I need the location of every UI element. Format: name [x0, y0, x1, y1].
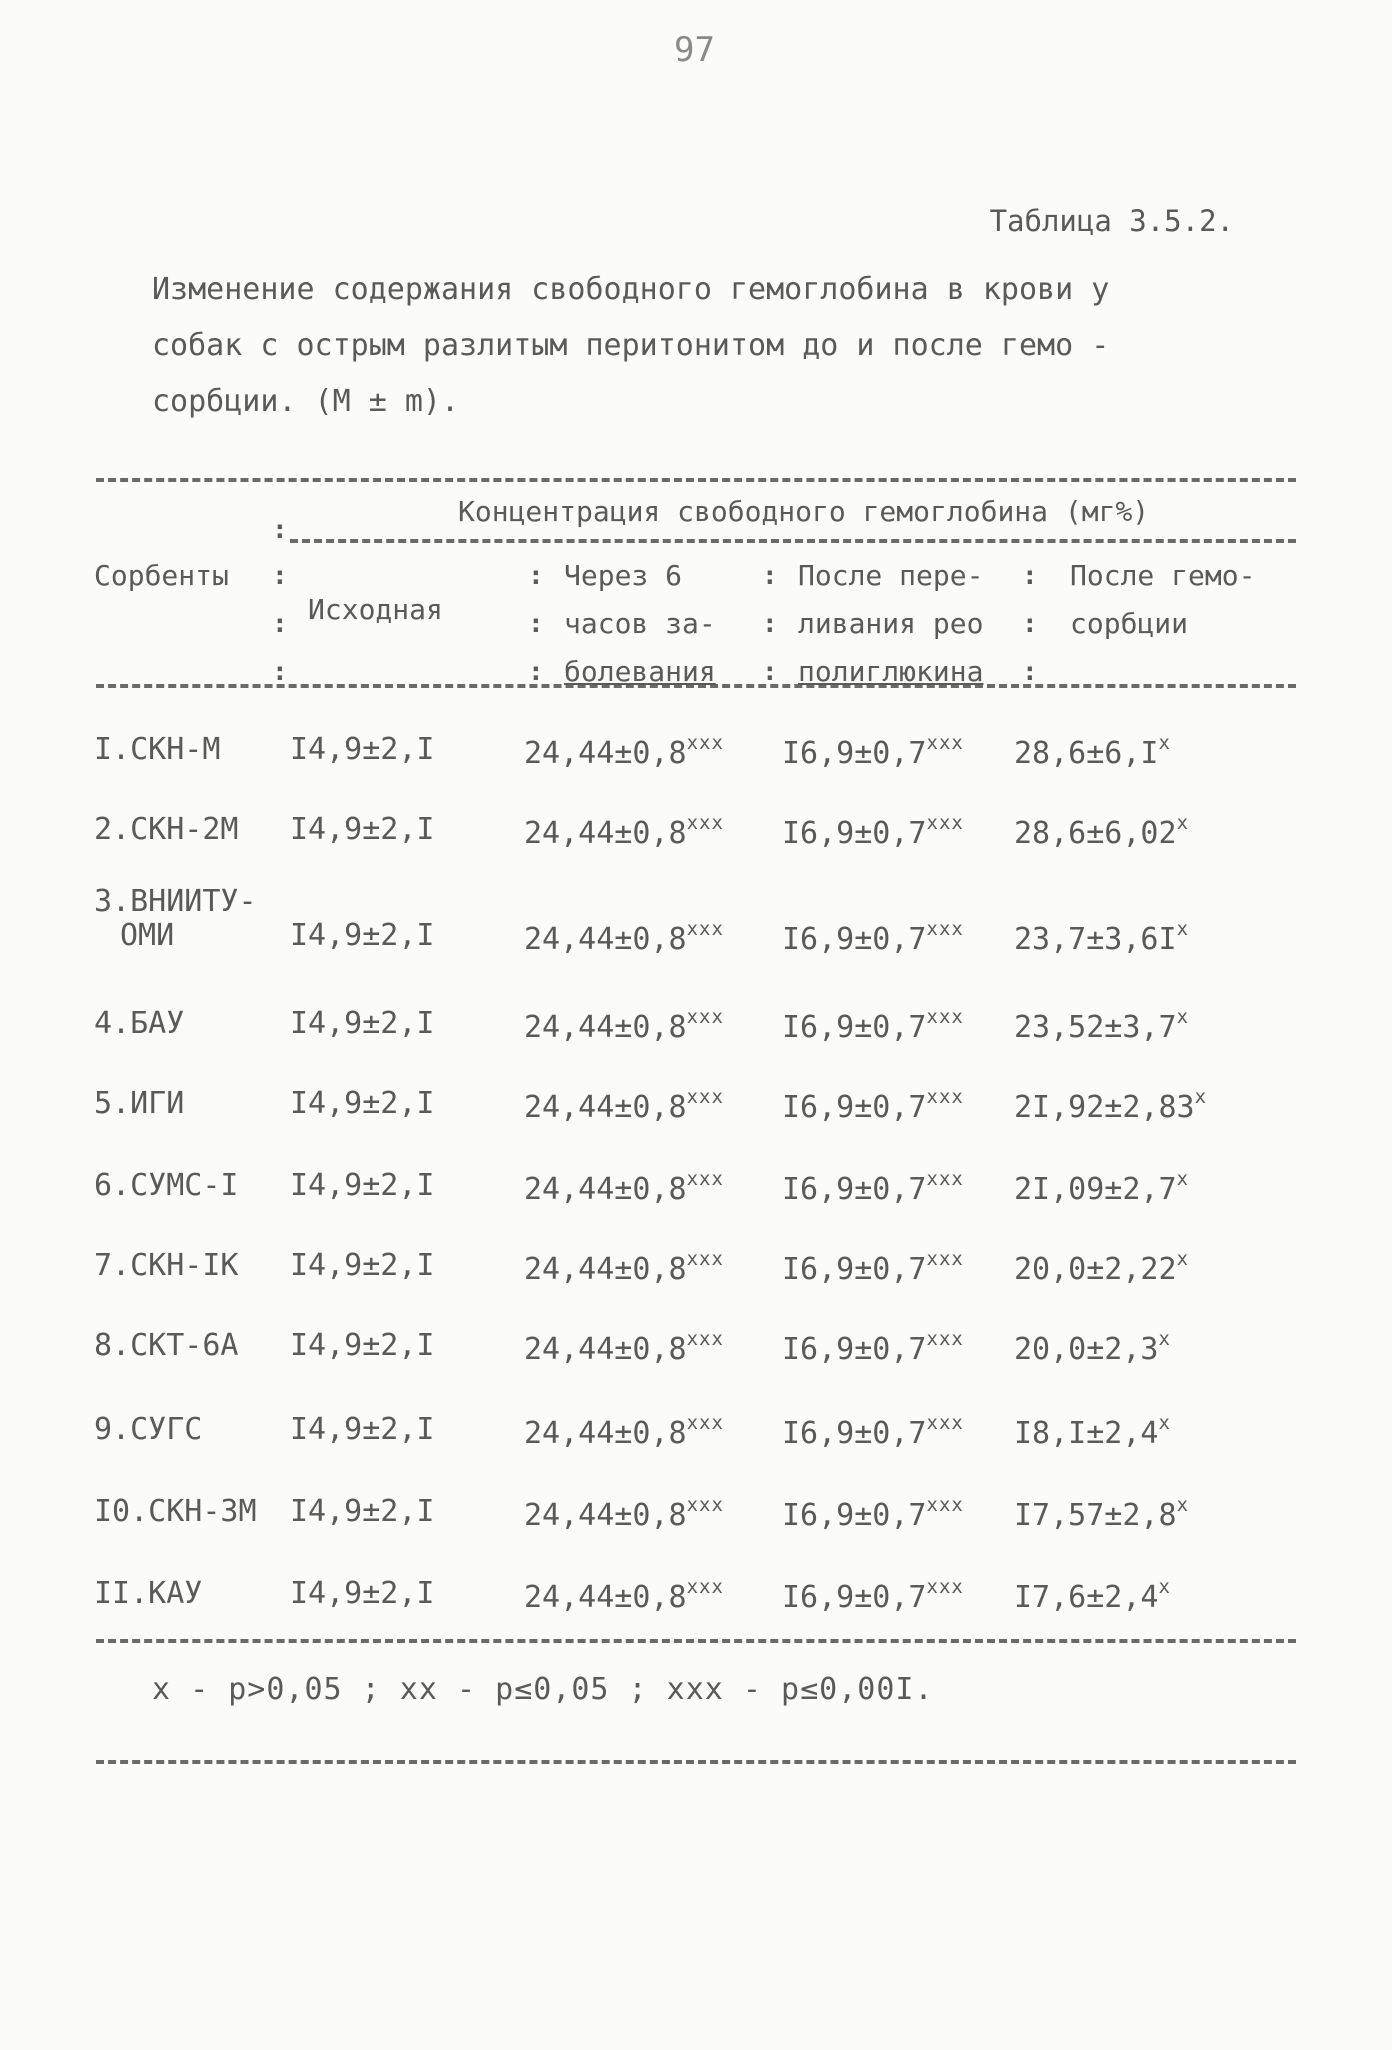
header-group-title: Концентрация свободного гемоглобина (мг%) — [458, 495, 1150, 528]
significance-mark: x — [1194, 1086, 1208, 1108]
caption-line: сорбции. (М ± m). — [152, 384, 460, 419]
table-label: Таблица 3.5.2. — [989, 204, 1234, 238]
significance-mark: x — [1176, 918, 1190, 940]
header-separator: : — [1022, 561, 1038, 591]
cell-initial-value: I4,9±2,I — [290, 918, 435, 953]
cell-transfusion — [782, 1006, 964, 1045]
header-separator: : — [528, 561, 544, 591]
cell-6h-value: 24,44±0,8 — [524, 816, 687, 851]
header-separator: : — [762, 657, 778, 687]
row-sorbent-name — [94, 1412, 202, 1447]
group-header-rule — [290, 539, 1296, 543]
row-sorbent-name-value: II.КАУ — [94, 1576, 203, 1611]
cell-initial-value: I4,9±2,I — [290, 1412, 435, 1447]
cell-hemosorption — [1014, 918, 1189, 957]
header-transfusion-line1: После пере- — [798, 559, 984, 592]
cell-initial-value: I4,9±2,I — [290, 1328, 435, 1363]
significance-mark: x — [1158, 1328, 1171, 1350]
cell-initial-value: I4,9±2,I — [290, 812, 435, 847]
row-sorbent-name-cont-value: ОМИ — [120, 918, 175, 953]
table-caption — [152, 262, 1252, 430]
cell-6h-value: 24,44±0,8 — [524, 1010, 687, 1045]
row-sorbent-name — [94, 1086, 184, 1121]
significance-mark: xxx — [686, 1412, 724, 1434]
significance-mark: x — [1176, 1494, 1190, 1516]
row-sorbent-name-cont — [120, 918, 174, 953]
cell-hemosorption-value: 23,52±3,7 — [1014, 1010, 1177, 1045]
row-sorbent-name — [94, 884, 257, 919]
row-sorbent-name-value: I0.СКН-3М — [94, 1494, 257, 1529]
cell-transfusion — [782, 1168, 964, 1207]
cell-6h — [524, 1328, 724, 1367]
significance-mark: x — [1158, 1576, 1171, 1598]
cell-transfusion-value: I6,9±0,7 — [782, 736, 927, 771]
header-separator: : — [1022, 657, 1038, 687]
caption-line: Изменение содержания свободного гемоглобина в крови у — [152, 272, 1110, 307]
cell-initial — [290, 1086, 435, 1121]
cell-hemosorption — [1014, 812, 1189, 851]
cell-6h — [524, 1248, 724, 1287]
header-6h-line3: болевания — [564, 655, 716, 688]
row-sorbent-name-value: 5.ИГИ — [94, 1086, 185, 1121]
cell-6h — [524, 1494, 724, 1533]
cell-initial — [290, 1168, 435, 1203]
cell-hemosorption — [1014, 1412, 1171, 1451]
header-transfusion-line2: ливания рео — [798, 607, 984, 640]
cell-initial — [290, 1006, 435, 1041]
header-separator: : — [272, 561, 288, 591]
significance-mark: xxx — [686, 1494, 724, 1516]
significance-mark: xxx — [926, 812, 964, 834]
significance-mark: xxx — [926, 1006, 964, 1028]
footnote-bottom-rule — [96, 1760, 1296, 1764]
header-transfusion-line3: полиглюкина — [798, 655, 984, 688]
row-sorbent-name — [94, 1328, 239, 1363]
cell-hemosorption — [1014, 1328, 1171, 1367]
significance-mark: xxx — [686, 1168, 724, 1190]
row-sorbent-name — [94, 1248, 239, 1283]
cell-6h-value: 24,44±0,8 — [524, 736, 687, 771]
cell-hemosorption — [1014, 1248, 1189, 1287]
header-separator: : — [272, 515, 288, 545]
cell-transfusion-value: I6,9±0,7 — [782, 1172, 927, 1207]
row-sorbent-name — [94, 1494, 257, 1529]
significance-mark: xxx — [686, 918, 724, 940]
header-initial: Исходная — [308, 593, 443, 626]
cell-transfusion — [782, 1412, 964, 1451]
significance-mark: xxx — [926, 1086, 964, 1108]
cell-hemosorption-value: I8,I±2,4 — [1014, 1416, 1159, 1451]
table-top-rule — [96, 478, 1296, 482]
cell-hemosorption-value: I7,57±2,8 — [1014, 1498, 1177, 1533]
cell-transfusion-value: I6,9±0,7 — [782, 1498, 927, 1533]
significance-mark: xxx — [926, 1412, 964, 1434]
cell-initial-value: I4,9±2,I — [290, 1006, 435, 1041]
significance-mark: xxx — [686, 1086, 724, 1108]
cell-hemosorption-value: 28,6±6,I — [1014, 736, 1159, 771]
row-sorbent-name-value: 8.СКТ-6А — [94, 1328, 239, 1363]
significance-mark: xxx — [926, 732, 964, 754]
cell-initial — [290, 812, 435, 847]
cell-6h-value: 24,44±0,8 — [524, 1090, 687, 1125]
cell-6h-value: 24,44±0,8 — [524, 1416, 687, 1451]
cell-initial-value: I4,9±2,I — [290, 1576, 435, 1611]
significance-mark: xxx — [686, 1006, 724, 1028]
cell-transfusion-value: I6,9±0,7 — [782, 1090, 927, 1125]
cell-hemosorption — [1014, 732, 1171, 771]
cell-6h — [524, 1006, 724, 1045]
header-separator: : — [1022, 609, 1038, 639]
cell-initial-value: I4,9±2,I — [290, 732, 435, 767]
significance-mark: xxx — [926, 1168, 964, 1190]
cell-6h-value: 24,44±0,8 — [524, 1252, 687, 1287]
row-sorbent-name — [94, 1576, 202, 1611]
cell-transfusion — [782, 1494, 964, 1533]
cell-initial-value: I4,9±2,I — [290, 1086, 435, 1121]
significance-mark: x — [1176, 1248, 1190, 1270]
header-hemosorption-line2: сорбции — [1070, 607, 1189, 640]
cell-transfusion — [782, 1328, 964, 1367]
header-separator: : — [272, 609, 288, 639]
cell-6h-value: 24,44±0,8 — [524, 922, 687, 957]
row-sorbent-name-value: 7.СКН-IК — [94, 1248, 239, 1283]
significance-mark: xxx — [686, 1576, 724, 1598]
row-sorbent-name-value: 3.ВНИИТУ- — [94, 884, 257, 919]
cell-transfusion-value: I6,9±0,7 — [782, 1332, 927, 1367]
significance-mark: x — [1158, 1412, 1171, 1434]
cell-transfusion — [782, 1248, 964, 1287]
significance-mark: x — [1158, 732, 1171, 754]
significance-mark: xxx — [926, 1576, 964, 1598]
row-sorbent-name — [94, 732, 220, 767]
cell-initial — [290, 1494, 435, 1529]
header-separator: : — [762, 609, 778, 639]
row-sorbent-name-value: 6.СУМС-I — [94, 1168, 239, 1203]
cell-initial — [290, 1328, 435, 1363]
cell-6h-value: 24,44±0,8 — [524, 1172, 687, 1207]
cell-transfusion — [782, 918, 964, 957]
cell-transfusion-value: I6,9±0,7 — [782, 922, 927, 957]
significance-mark: xxx — [686, 812, 724, 834]
cell-hemosorption-value: 20,0±2,3 — [1014, 1332, 1159, 1367]
cell-initial — [290, 918, 435, 953]
cell-6h — [524, 1086, 724, 1125]
header-sorbents: Сорбенты — [94, 559, 229, 592]
header-separator: : — [762, 561, 778, 591]
row-sorbent-name-value: I.СКН-М — [94, 732, 221, 767]
cell-hemosorption-value: 2I,92±2,83 — [1014, 1090, 1195, 1125]
significance-mark: xxx — [686, 732, 724, 754]
cell-6h — [524, 1412, 724, 1451]
page-number: 97 — [674, 30, 715, 70]
cell-transfusion — [782, 732, 964, 771]
cell-transfusion — [782, 1086, 964, 1125]
row-sorbent-name — [94, 1006, 184, 1041]
cell-initial-value: I4,9±2,I — [290, 1494, 435, 1529]
cell-initial — [290, 1412, 435, 1447]
cell-initial — [290, 1248, 435, 1283]
header-hemosorption-line1: После гемо- — [1070, 559, 1256, 592]
row-sorbent-name — [94, 812, 239, 847]
header-separator: : — [528, 657, 544, 687]
cell-6h-value: 24,44±0,8 — [524, 1332, 687, 1367]
significance-mark: xxx — [686, 1328, 724, 1350]
cell-6h — [524, 732, 724, 771]
cell-transfusion-value: I6,9±0,7 — [782, 1580, 927, 1615]
row-sorbent-name-value: 2.СКН-2М — [94, 812, 239, 847]
cell-initial — [290, 1576, 435, 1611]
cell-transfusion — [782, 812, 964, 851]
header-separator: : — [272, 657, 288, 687]
caption-line: собак с острым разлитым перитонитом до и после гемо - — [152, 328, 1110, 363]
cell-6h-value: 24,44±0,8 — [524, 1498, 687, 1533]
significance-footnote: x - p>0,05 ; xx - p≤0,05 ; xxx - p≤0,00I. — [152, 1672, 934, 1707]
row-sorbent-name — [94, 1168, 239, 1203]
significance-mark: x — [1176, 1168, 1190, 1190]
cell-transfusion-value: I6,9±0,7 — [782, 1252, 927, 1287]
cell-hemosorption-value: 20,0±2,22 — [1014, 1252, 1177, 1287]
cell-transfusion-value: I6,9±0,7 — [782, 1010, 927, 1045]
table-bottom-rule — [96, 1639, 1296, 1643]
significance-mark: xxx — [926, 918, 964, 940]
row-sorbent-name-value: 9.СУГС — [94, 1412, 203, 1447]
header-6h-line1: Через 6 — [564, 559, 683, 592]
cell-hemosorption — [1014, 1006, 1189, 1045]
significance-mark: x — [1176, 812, 1190, 834]
cell-transfusion-value: I6,9±0,7 — [782, 816, 927, 851]
significance-mark: xxx — [686, 1248, 724, 1270]
row-sorbent-name-value: 4.БАУ — [94, 1006, 185, 1041]
cell-hemosorption-value: 23,7±3,6I — [1014, 922, 1177, 957]
cell-transfusion — [782, 1576, 964, 1615]
cell-hemosorption — [1014, 1168, 1189, 1207]
cell-6h — [524, 1576, 724, 1615]
cell-initial-value: I4,9±2,I — [290, 1168, 435, 1203]
cell-6h — [524, 812, 724, 851]
header-6h-line2: часов за- — [564, 607, 716, 640]
cell-hemosorption-value: 2I,09±2,7 — [1014, 1172, 1177, 1207]
cell-transfusion-value: I6,9±0,7 — [782, 1416, 927, 1451]
header-separator: : — [528, 609, 544, 639]
cell-initial-value: I4,9±2,I — [290, 1248, 435, 1283]
significance-mark: x — [1176, 1006, 1190, 1028]
cell-hemosorption — [1014, 1576, 1171, 1615]
significance-mark: xxx — [926, 1248, 964, 1270]
significance-mark: xxx — [926, 1494, 964, 1516]
cell-hemosorption — [1014, 1494, 1189, 1533]
cell-6h — [524, 918, 724, 957]
cell-6h-value: 24,44±0,8 — [524, 1580, 687, 1615]
cell-initial — [290, 732, 435, 767]
cell-hemosorption-value: 28,6±6,02 — [1014, 816, 1177, 851]
cell-6h — [524, 1168, 724, 1207]
significance-mark: xxx — [926, 1328, 964, 1350]
cell-hemosorption — [1014, 1086, 1207, 1125]
cell-hemosorption-value: I7,6±2,4 — [1014, 1580, 1159, 1615]
